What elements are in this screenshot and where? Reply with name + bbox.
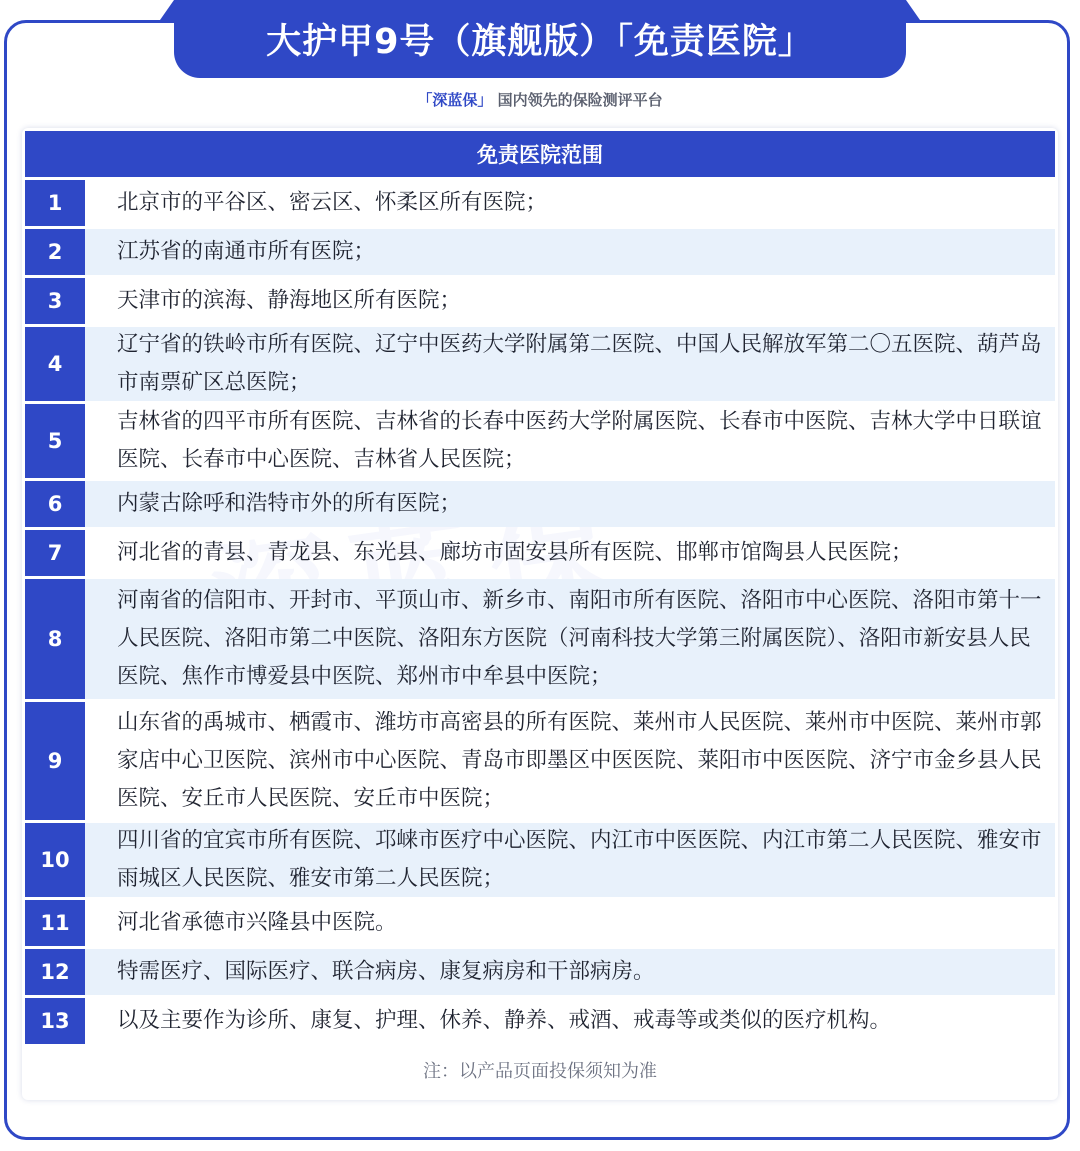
table-row: [25, 278, 1055, 324]
page-title: [174, 0, 906, 78]
row-text: 以及主要作为诊所、康复、护理、休养、静养、戒酒、戒毒等或类似的医疗机构。: [117, 1008, 892, 1033]
row-number: 4: [25, 327, 85, 401]
title-tab-notch-left: [160, 0, 174, 20]
row-number: 5: [25, 404, 85, 478]
table-row: [25, 404, 1055, 478]
footer-note: 注：以产品页面投保须知为准: [423, 1061, 657, 1082]
row-number: 6: [25, 481, 85, 527]
row-text: 内蒙古除呼和浩特市外的所有医院；: [85, 481, 1055, 527]
row-text: 特需医疗、国际医疗、联合病房、康复病房和干部病房。: [85, 949, 1055, 995]
row-text: 河北省的青县、青龙县、东光县、廊坊市固安县所有医院、邯郸市馆陶县人民医院；: [117, 540, 913, 565]
row-text: 辽宁省的铁岭市所有医院、辽宁中医药大学附属第二医院、中国人民解放军第二〇五医院、葫芦岛市南票矿区总医院；: [85, 327, 1055, 401]
table-row: [25, 579, 1055, 699]
row-number: 12: [25, 949, 85, 995]
table-row: [25, 702, 1055, 820]
row-number: 11: [25, 900, 85, 946]
table-row: [25, 327, 1055, 401]
table-row: [25, 180, 1055, 226]
table-row: [25, 949, 1055, 995]
table-row: [25, 229, 1055, 275]
row-number: 10: [25, 823, 85, 897]
row-number: 13: [25, 998, 85, 1044]
table-heading-text: 免责医院范围: [477, 143, 603, 167]
row-text: 北京市的平谷区、密云区、怀柔区所有医院；: [117, 190, 548, 215]
row-number: 2: [25, 229, 85, 275]
row-text: 河南省的信阳市、开封市、平顶山市、新乡市、南阳市所有医院、洛阳市中心医院、洛阳市第十一人民医院、洛阳市第二中医院、洛阳东方医院（河南科技大学第三附属医院）、洛阳市新安县人民医院、焦作市博爱县中医院、郑州市中牟县中医院；: [85, 579, 1055, 699]
row-text: 河北省承德市兴隆县中医院。: [117, 910, 397, 935]
row-number: 7: [25, 530, 85, 576]
table-row: [25, 900, 1055, 946]
row-text: 四川省的宜宾市所有医院、邛崃市医疗中心医院、内江市中医医院、内江市第二人民医院、雅安市雨城区人民医院、雅安市第二人民医院；: [85, 823, 1055, 897]
title-tab-notch-right: [906, 0, 920, 20]
tagline: 国内领先的保险测评平台: [497, 91, 663, 109]
row-text: 江苏省的南通市所有医院；: [85, 229, 1055, 275]
row-number: 3: [25, 278, 85, 324]
page-title-text: 大护甲9号（旗舰版）「免责医院」: [266, 22, 814, 62]
table-row: [25, 481, 1055, 527]
row-text: 吉林省的四平市所有医院、吉林省的长春中医药大学附属医院、长春市中医院、吉林大学中日联谊医院、长春市中心医院、吉林省人民医院；: [117, 409, 1042, 472]
subtitle: [0, 89, 1080, 110]
row-number: 1: [25, 180, 85, 226]
row-text: 天津市的滨海、静海地区所有医院；: [117, 288, 462, 313]
row-number: 9: [25, 702, 85, 820]
row-number: 8: [25, 579, 85, 699]
table-heading: [25, 131, 1055, 177]
table-row: [25, 530, 1055, 576]
table-row: [25, 823, 1055, 897]
table-row: [25, 998, 1055, 1044]
row-text: 山东省的禹城市、栖霞市、潍坊市高密县的所有医院、莱州市人民医院、莱州市中医院、莱州市郭家店中心卫医院、滨州市中心医院、青岛市即墨区中医医院、莱阳市中医医院、济宁市金乡县人民医院、安丘市人民医院、安丘市中医院；: [117, 710, 1042, 811]
brand-name: 「深蓝保」: [417, 91, 493, 109]
